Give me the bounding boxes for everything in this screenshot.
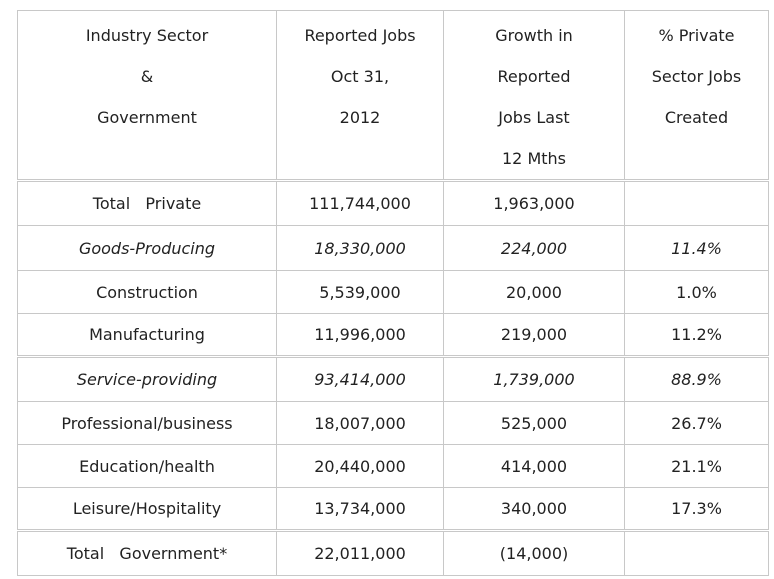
cell-pct: 88.9% bbox=[625, 357, 769, 402]
cell-sector: Professional/business bbox=[18, 402, 277, 445]
table-row bbox=[18, 271, 769, 314]
cell-sector: Total Government* bbox=[18, 531, 277, 576]
cell-growth: 1,963,000 bbox=[444, 181, 625, 226]
header-jobs: Reported Jobs Oct 31, 2012 bbox=[277, 11, 444, 181]
cell-sector: Goods-Producing bbox=[18, 226, 277, 271]
cell-sector: Construction bbox=[18, 271, 277, 314]
header-sector: Industry Sector & Government bbox=[18, 11, 277, 181]
table-row bbox=[18, 488, 769, 531]
cell-jobs: 18,007,000 bbox=[277, 402, 444, 445]
cell-jobs: 93,414,000 bbox=[277, 357, 444, 402]
cell-growth: 525,000 bbox=[444, 402, 625, 445]
cell-growth: 1,739,000 bbox=[444, 357, 625, 402]
table-row bbox=[18, 402, 769, 445]
cell-growth: 219,000 bbox=[444, 314, 625, 357]
cell-pct bbox=[625, 181, 769, 226]
cell-jobs: 20,440,000 bbox=[277, 445, 444, 488]
cell-sector: Education/health bbox=[18, 445, 277, 488]
jobs-table bbox=[17, 10, 769, 576]
header-growth: Growth in Reported Jobs Last 12 Mths bbox=[444, 11, 625, 181]
cell-jobs: 18,330,000 bbox=[277, 226, 444, 271]
cell-pct: 26.7% bbox=[625, 402, 769, 445]
cell-growth: 20,000 bbox=[444, 271, 625, 314]
table-row bbox=[18, 314, 769, 357]
header-row bbox=[18, 11, 769, 181]
cell-jobs: 111,744,000 bbox=[277, 181, 444, 226]
cell-sector: Manufacturing bbox=[18, 314, 277, 357]
cell-pct: 17.3% bbox=[625, 488, 769, 531]
cell-growth: 414,000 bbox=[444, 445, 625, 488]
cell-sector: Total Private bbox=[18, 181, 277, 226]
header-pct: % Private Sector Jobs Created bbox=[625, 11, 769, 181]
cell-sector: Leisure/Hospitality bbox=[18, 488, 277, 531]
cell-pct: 1.0% bbox=[625, 271, 769, 314]
cell-jobs: 13,734,000 bbox=[277, 488, 444, 531]
cell-pct: 11.4% bbox=[625, 226, 769, 271]
table-row bbox=[18, 445, 769, 488]
cell-pct: 21.1% bbox=[625, 445, 769, 488]
cell-jobs: 11,996,000 bbox=[277, 314, 444, 357]
cell-growth: 340,000 bbox=[444, 488, 625, 531]
cell-growth: (14,000) bbox=[444, 531, 625, 576]
table-row bbox=[18, 531, 769, 576]
table-row bbox=[18, 181, 769, 226]
cell-pct bbox=[625, 531, 769, 576]
table-row bbox=[18, 226, 769, 271]
cell-sector: Service-providing bbox=[18, 357, 277, 402]
cell-growth: 224,000 bbox=[444, 226, 625, 271]
cell-jobs: 22,011,000 bbox=[277, 531, 444, 576]
cell-pct: 11.2% bbox=[625, 314, 769, 357]
cell-jobs: 5,539,000 bbox=[277, 271, 444, 314]
table-row bbox=[18, 357, 769, 402]
